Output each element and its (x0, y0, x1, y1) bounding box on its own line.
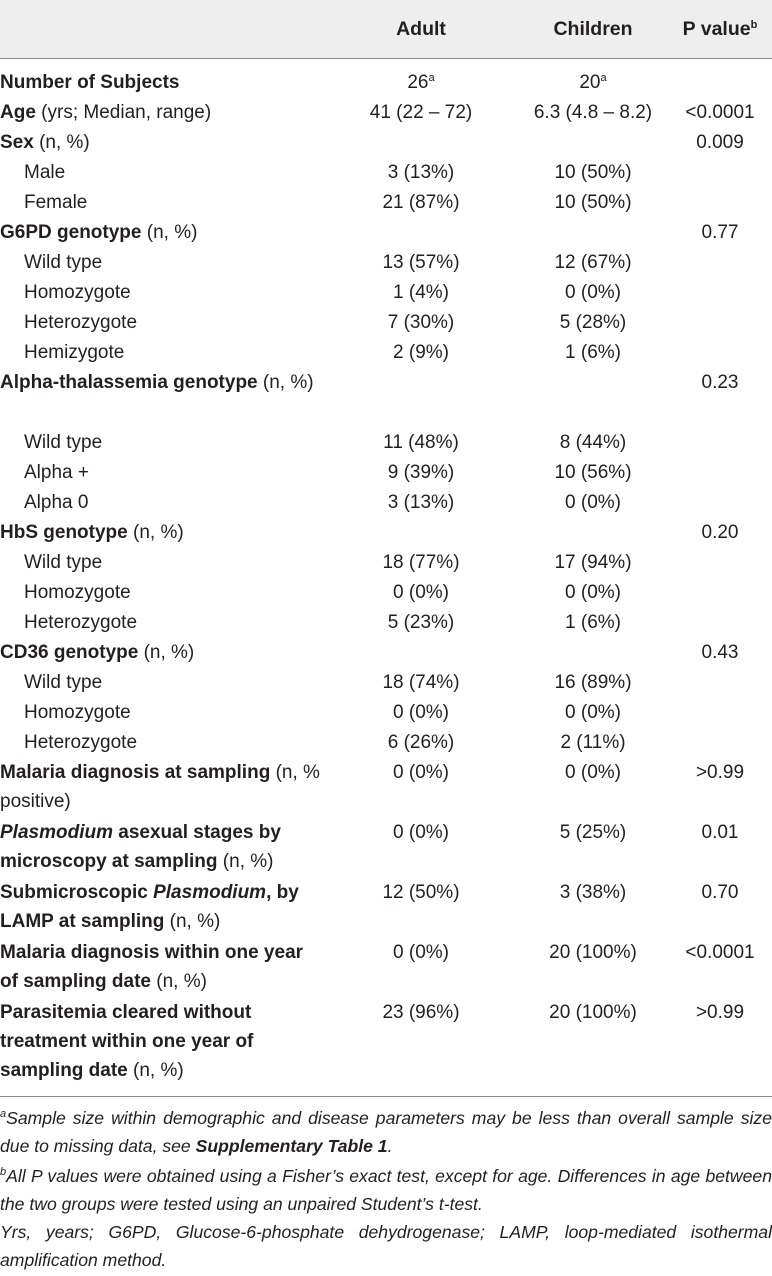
cell-adult (346, 758, 496, 787)
cell-pvalue: <0.0001 (685, 942, 755, 963)
cell-adult (346, 188, 496, 218)
cell-pvalue: >0.99 (695, 1002, 745, 1023)
footnote-a-ref[interactable]: Supplementary Table 1 (195, 1136, 388, 1156)
cell-children (518, 878, 668, 907)
row-sublabel: Wild type (24, 432, 103, 453)
cell-adult-value: 7 (30%) (387, 312, 455, 333)
row-label-bold2: , by LAMP at sampling (0, 882, 299, 932)
cell-adult (346, 608, 496, 638)
cell-children-value: 0 (0%) (565, 762, 621, 783)
cell-children (518, 608, 668, 638)
cell-adult-value: 13 (57%) (382, 252, 460, 273)
cell-adult (346, 308, 496, 338)
cell-adult (346, 698, 496, 728)
row-label (0, 878, 326, 936)
cell-children (518, 308, 668, 338)
row-label (0, 128, 326, 158)
footnote-b-text: All P values were obtained using a Fisher’s exact test, except for age. Differences in age between the two groups were tested using an unpaired Student’s t-test. (0, 1166, 772, 1214)
cell-adult (346, 458, 496, 488)
row-label (0, 68, 326, 98)
cell-pvalue: >0.99 (695, 762, 745, 783)
cell-children-value: 0 (0%) (565, 492, 621, 513)
row-label (0, 518, 326, 548)
cell-adult-value: 0 (0%) (393, 582, 449, 603)
row-label-bold: asexual stages by microscopy at sampling (0, 822, 281, 872)
cell-adult-value: 23 (96%) (382, 1002, 460, 1023)
row-label (0, 758, 326, 816)
row-sublabel: Alpha 0 (24, 492, 89, 513)
cell-adult-value: 0 (0%) (393, 762, 449, 783)
cell-adult (346, 158, 496, 188)
cell-adult-value: 3 (13%) (387, 492, 455, 513)
row-label (0, 368, 326, 397)
cell-adult-value: 26 (407, 72, 429, 93)
cell-adult-value: 0 (0%) (393, 822, 449, 843)
cell-adult (346, 578, 496, 608)
footnote-a-end: . (387, 1136, 393, 1156)
cell-children-value: 10 (50%) (554, 162, 632, 183)
cell-children (518, 998, 668, 1027)
cell-children-value: 10 (50%) (554, 192, 632, 213)
row-label-bold: Alpha-thalassemia genotype (0, 372, 258, 393)
cell-children (518, 668, 668, 698)
cell-adult-value: 11 (48%) (383, 432, 459, 453)
footnote-b-mark: b (0, 1166, 7, 1178)
cell-adult (346, 998, 496, 1027)
cell-pvalue: 0.23 (701, 372, 739, 393)
footnote-a-text: Sample size within demographic and disease parameters may be less than overall sample size due to missing data, see (0, 1108, 772, 1156)
row-label-bold: Submicroscopic (0, 882, 154, 903)
cell-pvalue: <0.0001 (685, 102, 755, 123)
cell-children-value: 20 (579, 72, 601, 93)
row-label-rest: (yrs; Median, range) (35, 102, 212, 123)
cell-pvalue: 0.009 (696, 132, 744, 153)
cell-adult-value: 5 (23%) (387, 612, 455, 633)
row-label-bold: G6PD genotype (0, 222, 142, 243)
row-sublabel: Female (24, 192, 88, 213)
row-sublabel: Homozygote (24, 582, 131, 603)
row-label-bold: Parasitemia cleared without treatment within one year of sampling date (0, 1002, 254, 1081)
row-label-rest: (n, %) (138, 642, 195, 663)
cell-children (518, 278, 668, 308)
row-label-bold: Sex (0, 132, 34, 153)
cell-children (518, 758, 668, 787)
cell-adult-value: 1 (4%) (393, 282, 449, 303)
row-sublabel: Homozygote (24, 282, 131, 303)
row-label-rest: (n, % positive) (0, 762, 320, 812)
cell-adult-value: 12 (50%) (382, 882, 460, 903)
cell-adult-value: 6 (26%) (387, 732, 455, 753)
cell-children-value: 10 (56%) (554, 462, 632, 483)
row-sublabel: Alpha + (24, 462, 89, 483)
bottom-rule (0, 1096, 772, 1097)
cell-adult (346, 338, 496, 368)
cell-adult (346, 728, 496, 758)
cell-adult (346, 98, 496, 128)
cell-children-value: 1 (6%) (565, 612, 621, 633)
cell-children-value: 12 (67%) (554, 252, 632, 273)
cell-adult-value: 41 (22 – 72) (369, 102, 473, 123)
cell-adult-value: 3 (13%) (387, 162, 455, 183)
row-sublabel: Wild type (24, 252, 103, 273)
cell-pvalue: 0.43 (701, 642, 739, 663)
cell-children (518, 458, 668, 488)
cell-children-value: 0 (0%) (565, 582, 621, 603)
cell-adult (346, 668, 496, 698)
row-sublabel: Male (24, 162, 66, 183)
row-sublabel: Heterozygote (24, 312, 138, 333)
cell-children-value: 16 (89%) (554, 672, 632, 693)
row-label (0, 938, 326, 996)
cell-children-sup: a (600, 72, 607, 84)
row-sublabel: Homozygote (24, 702, 131, 723)
row-label-rest: (n, %) (164, 911, 221, 932)
header-pvalue-text: P value (682, 18, 751, 40)
row-label-rest: (n, %) (127, 522, 184, 543)
cell-children-value: 17 (94%) (554, 552, 632, 573)
cell-adult (346, 548, 496, 578)
footnote-abbreviations: Yrs, years; G6PD, Glucose-6-phosphate dehydrogenase; LAMP, loop-mediated isothermal amplification method. (0, 1222, 772, 1270)
row-label-bold: HbS genotype (0, 522, 128, 543)
cell-children (518, 158, 668, 188)
row-label-rest: (n, %) (33, 132, 90, 153)
cell-adult-sup: a (428, 72, 435, 84)
cell-children (518, 188, 668, 218)
header-adult: Adult (396, 18, 446, 40)
cell-children (518, 488, 668, 518)
row-label-bold: Malaria diagnosis at sampling (0, 762, 271, 783)
row-label-italic-bold-mid: Plasmodium (153, 882, 267, 903)
cell-adult (346, 488, 496, 518)
cell-children-value: 2 (11%) (560, 732, 626, 753)
cell-children-value: 20 (100%) (549, 942, 637, 963)
row-label-rest: (n, %) (141, 222, 198, 243)
row-label (0, 98, 326, 128)
cell-adult-value: 2 (9%) (393, 342, 449, 363)
cell-adult-value: 0 (0%) (393, 702, 449, 723)
cell-adult-value: 21 (87%) (382, 192, 460, 213)
cell-adult-value: 18 (77%) (382, 552, 460, 573)
row-label-rest: (n, %) (217, 851, 274, 872)
footnote-a-mark: a (0, 1108, 7, 1120)
row-label-italic-bold: Plasmodium (0, 822, 113, 843)
row-sublabel: Hemizygote (24, 342, 125, 363)
cell-children (518, 818, 668, 847)
cell-adult (346, 818, 496, 847)
cell-adult-value: 0 (0%) (393, 942, 449, 963)
cell-pvalue: 0.20 (701, 522, 739, 543)
cell-pvalue: 0.70 (701, 882, 739, 903)
row-label-bold: Malaria diagnosis within one year of sampling date (0, 942, 304, 992)
row-label-rest: (n, %) (150, 971, 207, 992)
row-sublabel: Wild type (24, 552, 103, 573)
cell-adult (346, 878, 496, 907)
cell-children (518, 338, 668, 368)
cell-adult (346, 68, 496, 98)
cell-children-value: 0 (0%) (565, 282, 621, 303)
cell-adult (346, 428, 496, 458)
cell-children (518, 98, 668, 128)
row-label (0, 998, 326, 1085)
cell-adult-value: 9 (39%) (387, 462, 455, 483)
cell-children-value: 6.3 (4.8 – 8.2) (533, 102, 653, 123)
header-children: Children (553, 18, 633, 40)
cell-adult-value: 18 (74%) (382, 672, 460, 693)
cell-children (518, 548, 668, 578)
cell-pvalue: 0.01 (701, 822, 739, 843)
cell-children-value: 5 (25%) (559, 822, 627, 843)
cell-children (518, 698, 668, 728)
cell-children (518, 578, 668, 608)
cell-children-value: 20 (100%) (549, 1002, 637, 1023)
footnote-b (0, 1162, 772, 1218)
cell-children (518, 728, 668, 758)
row-label-rest: (n, %) (127, 1060, 184, 1081)
header-pvalue (668, 17, 772, 41)
row-label-rest: (n, %) (257, 372, 314, 393)
table-header (0, 0, 772, 58)
cell-children-value: 8 (44%) (559, 432, 627, 453)
cell-children-value: 1 (6%) (565, 342, 621, 363)
row-sublabel: Heterozygote (24, 732, 138, 753)
cell-children (518, 428, 668, 458)
cell-children (518, 248, 668, 278)
row-label-bold: CD36 genotype (0, 642, 139, 663)
row-sublabel: Heterozygote (24, 612, 138, 633)
row-label-bold: Age (0, 102, 36, 123)
cell-pvalue: 0.77 (701, 222, 739, 243)
row-label-bold: Number of Subjects (0, 72, 180, 93)
cell-adult (346, 938, 496, 967)
footnote-a (0, 1104, 772, 1160)
cell-children (518, 68, 668, 98)
cell-children-value: 0 (0%) (565, 702, 621, 723)
header-rule (0, 58, 772, 59)
row-sublabel: Wild type (24, 672, 103, 693)
cell-adult (346, 278, 496, 308)
cell-children-value: 5 (28%) (559, 312, 627, 333)
row-label (0, 818, 326, 876)
header-pvalue-sup: b (750, 19, 758, 31)
cell-children (518, 938, 668, 967)
cell-children-value: 3 (38%) (559, 882, 627, 903)
row-label (0, 218, 326, 248)
cell-adult (346, 248, 496, 278)
row-label (0, 638, 326, 668)
